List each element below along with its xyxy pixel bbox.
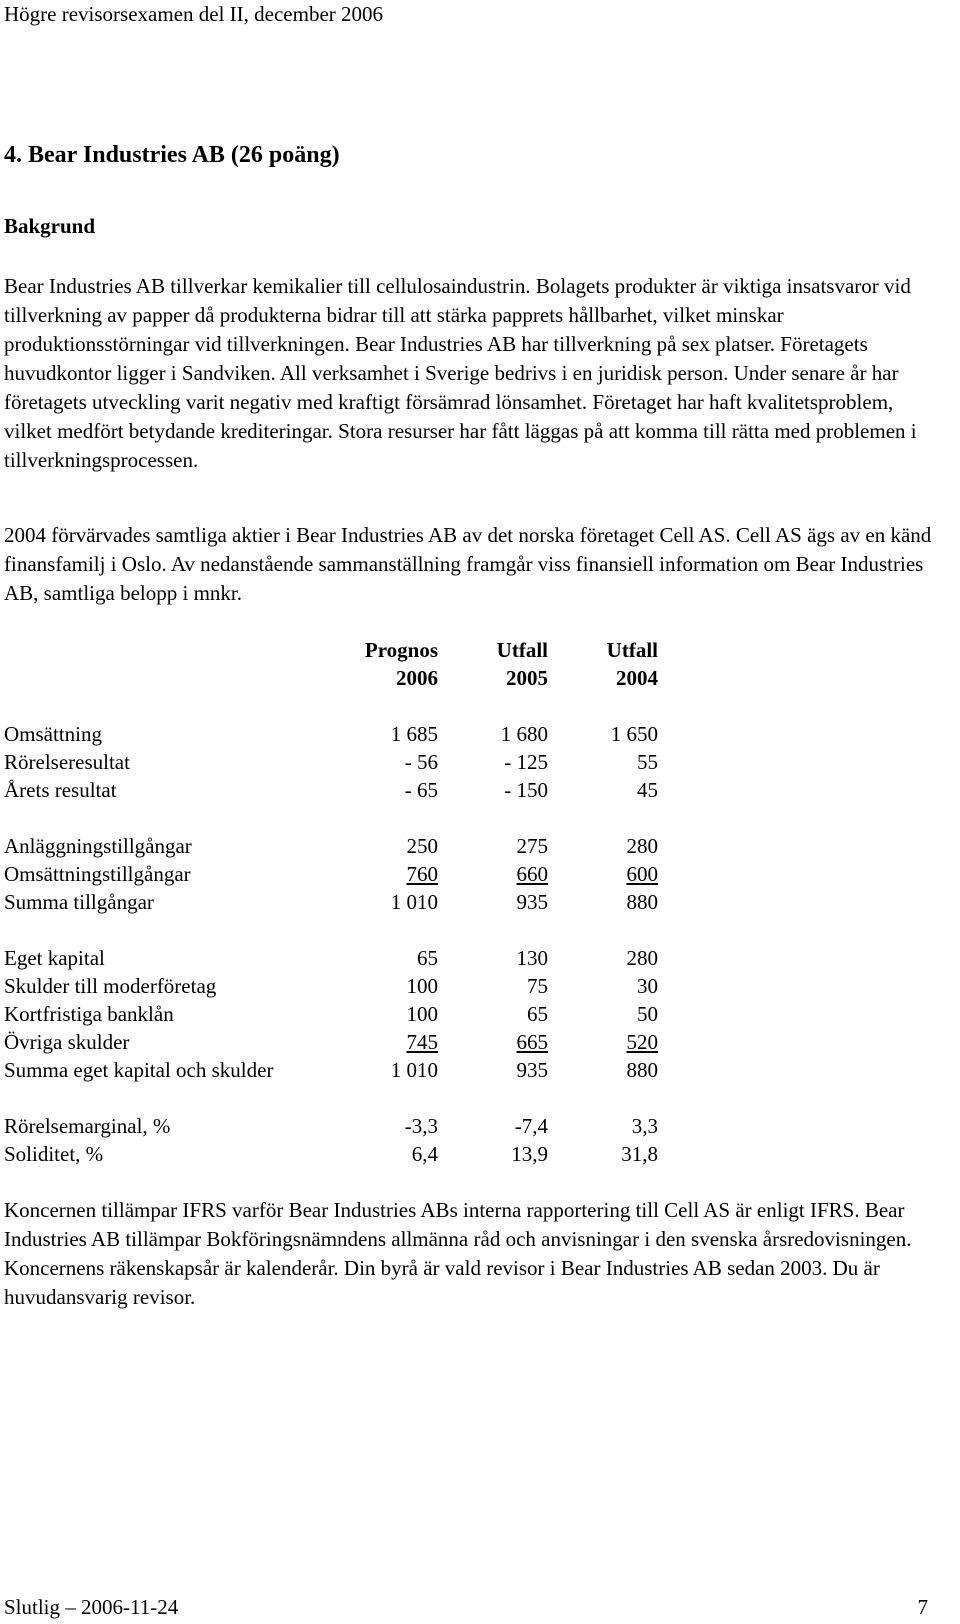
value-text: 1 010	[390, 890, 438, 914]
row-value	[548, 972, 658, 1000]
column-header: Prognos	[364, 638, 438, 662]
row-label: Soliditet, %	[4, 1142, 104, 1166]
value-text: -7,4	[514, 1114, 548, 1138]
row-label: Summa tillgångar	[4, 890, 154, 914]
table-row	[4, 1140, 658, 1168]
row-value	[324, 944, 438, 972]
value-text: 3,3	[631, 1114, 658, 1138]
row-value	[324, 776, 438, 804]
row-label: Skulder till moderföretag	[4, 974, 217, 998]
row-label: Anläggningstillgångar	[4, 834, 192, 858]
row-value	[438, 832, 548, 860]
subheading-bakgrund: Bakgrund	[4, 214, 96, 238]
row-value	[438, 860, 548, 888]
value-text: 745	[406, 1030, 438, 1054]
row-value	[548, 1112, 658, 1140]
row-value	[548, 776, 658, 804]
table-row	[4, 972, 658, 1000]
row-value	[324, 832, 438, 860]
value-text: 75	[527, 974, 548, 998]
row-value	[548, 860, 658, 888]
row-value	[324, 888, 438, 916]
row-value	[548, 888, 658, 916]
row-value	[548, 1000, 658, 1028]
row-value	[324, 1000, 438, 1028]
row-value	[438, 888, 548, 916]
value-text: - 65	[404, 778, 438, 802]
row-value	[324, 748, 438, 776]
value-text: 250	[406, 834, 438, 858]
row-value	[548, 832, 658, 860]
table-row	[4, 832, 658, 860]
value-text: 935	[516, 1058, 548, 1082]
row-value	[438, 1112, 548, 1140]
value-text: 660	[516, 862, 548, 886]
footer-status: Slutlig – 2006-11-24	[4, 1595, 179, 1619]
row-label: Eget kapital	[4, 946, 105, 970]
row-label: Övriga skulder	[4, 1030, 130, 1054]
value-text: 280	[626, 946, 658, 970]
value-text: - 125	[504, 750, 548, 774]
row-label: Omsättning	[4, 722, 102, 746]
row-label: Kortfristiga banklån	[4, 1002, 174, 1026]
section-title: 4. Bear Industries AB (26 poäng)	[4, 142, 340, 168]
page-header: Högre revisorsexamen del II, december 2006	[4, 2, 384, 26]
table-row	[4, 1056, 658, 1084]
table-row	[4, 888, 658, 916]
value-text: 50	[637, 1002, 658, 1026]
value-text: 130	[516, 946, 548, 970]
value-text: 65	[527, 1002, 548, 1026]
row-value	[438, 748, 548, 776]
row-label: Rörelsemarginal, %	[4, 1114, 171, 1138]
value-text: - 56	[404, 750, 438, 774]
page-number: 7	[917, 1595, 928, 1619]
value-text: 100	[406, 1002, 438, 1026]
row-value	[548, 944, 658, 972]
column-header: Utfall	[606, 638, 658, 662]
spacer-row	[4, 916, 658, 944]
row-value	[324, 860, 438, 888]
table-row	[4, 776, 658, 804]
value-text: 880	[626, 890, 658, 914]
row-label: Summa eget kapital och skulder	[4, 1058, 274, 1082]
value-text: -3,3	[404, 1114, 438, 1138]
row-value	[438, 944, 548, 972]
column-year: 2006	[396, 666, 438, 690]
table-row	[4, 944, 658, 972]
value-text: 55	[637, 750, 658, 774]
value-text: 45	[637, 778, 658, 802]
row-value	[438, 1000, 548, 1028]
value-text: 100	[406, 974, 438, 998]
row-label: Omsättningstillgångar	[4, 862, 191, 886]
table-row	[4, 1112, 658, 1140]
value-text: 935	[516, 890, 548, 914]
row-value	[438, 1056, 548, 1084]
row-value	[438, 1028, 548, 1056]
table-row	[4, 1000, 658, 1028]
row-value	[548, 748, 658, 776]
acquisition-paragraph: 2004 förvärvades samtliga aktier i Bear Industries AB av det norska företaget Cell AS. Cell AS ägs av en känd finansfamilj i Oslo. Av nedanstående sammanställning framgår viss finansiell information om Bear Industries AB, samtliga belopp i mnkr.	[4, 523, 932, 605]
column-header-row-2	[4, 664, 658, 692]
value-text: 880	[626, 1058, 658, 1082]
column-year: 2004	[616, 666, 658, 690]
value-text: 520	[626, 1030, 658, 1054]
value-text: 1 650	[610, 722, 658, 746]
row-value	[324, 972, 438, 1000]
row-value	[548, 1056, 658, 1084]
value-text: 280	[626, 834, 658, 858]
value-text: 13,9	[511, 1142, 548, 1166]
value-text: 65	[417, 946, 438, 970]
ifrs-paragraph: Koncernen tillämpar IFRS varför Bear Industries ABs interna rapportering till Cell AS är enligt IFRS. Bear Industries AB tillämpar Bokföringsnämndens allmänna råd och anvisningar i den svenska årsredovisningen. Koncernens räkenskapsår är kalenderår. Din byrå är vald revisor i Bear Industries AB sedan 2003. Du är huvudansvarig revisor.	[4, 1198, 912, 1309]
row-value	[438, 972, 548, 1000]
value-text: 6,4	[411, 1142, 438, 1166]
row-label: Årets resultat	[4, 778, 117, 802]
value-text: 30	[637, 974, 658, 998]
value-text: 1 685	[390, 722, 438, 746]
financial-table	[4, 636, 658, 1168]
value-text: 760	[406, 862, 438, 886]
row-value	[324, 1140, 438, 1168]
value-text: 665	[516, 1030, 548, 1054]
spacer-row	[4, 804, 658, 832]
value-text: 1 010	[390, 1058, 438, 1082]
row-value	[548, 720, 658, 748]
column-year: 2005	[506, 666, 548, 690]
table-row	[4, 1028, 658, 1056]
row-value	[548, 1028, 658, 1056]
value-text: 600	[626, 862, 658, 886]
row-label: Rörelseresultat	[4, 750, 130, 774]
row-value	[324, 1112, 438, 1140]
column-header-row-1	[4, 636, 658, 664]
column-header: Utfall	[496, 638, 548, 662]
row-value	[324, 1028, 438, 1056]
row-value	[438, 776, 548, 804]
value-text: - 150	[504, 778, 548, 802]
value-text: 31,8	[621, 1142, 658, 1166]
table-row	[4, 748, 658, 776]
table-row	[4, 720, 658, 748]
spacer-row	[4, 692, 658, 720]
row-value	[324, 1056, 438, 1084]
background-paragraph: Bear Industries AB tillverkar kemikalier till cellulosaindustrin. Bolagets produkter är viktiga insatsvaror vid tillverkning av papper då produkterna bidrar till att stärka papprets hållbarhet, vilket minskar produktionsstörningar vid tillverkningen. Bear Industries AB har tillverkning på sex platser. Företagets huvudkontor ligger i Sandviken. All verksamhet i Sverige bedrivs i en juridisk person. Under senare år har företagets utveckling varit negativ med kraftigt försämrad lönsamhet. Företaget har haft kvalitetsproblem, vilket medfört betydande krediteringar. Stora resurser har fått läggas på att komma till rätta med problemen i tillverkningsprocessen.	[4, 274, 917, 472]
row-value	[324, 720, 438, 748]
table-row	[4, 860, 658, 888]
row-value	[438, 1140, 548, 1168]
value-text: 1 680	[500, 722, 548, 746]
value-text: 275	[516, 834, 548, 858]
row-value	[438, 720, 548, 748]
row-value	[548, 1140, 658, 1168]
spacer-row	[4, 1084, 658, 1112]
